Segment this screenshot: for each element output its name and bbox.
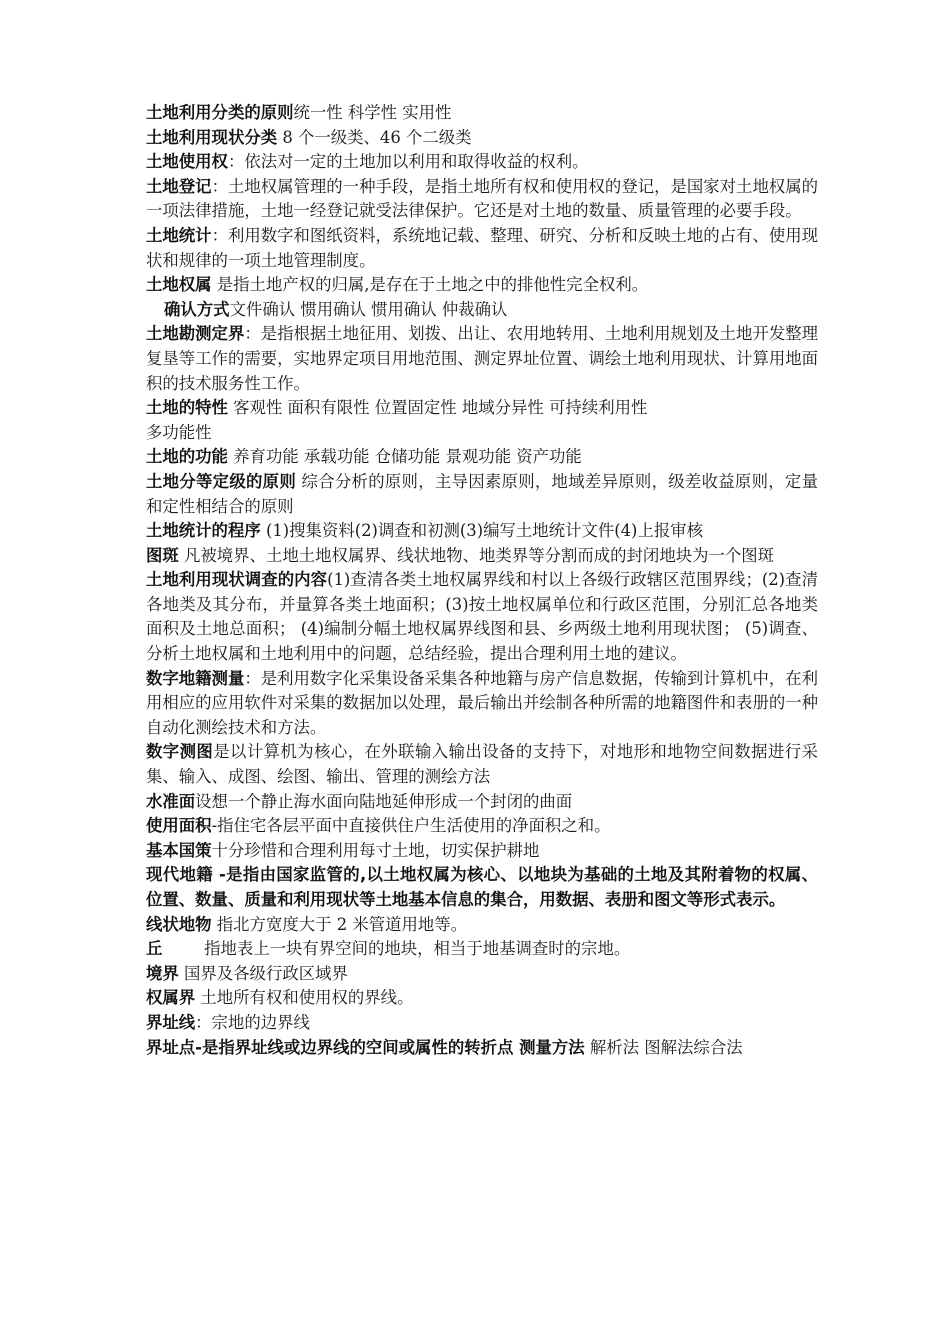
- entry-text: 指北方宽度大于 2 米管道用地等。: [211, 914, 468, 934]
- entry-map-patch: [146, 544, 818, 569]
- entry-digital-mapping: [146, 740, 818, 789]
- entry-term: 土地利用分类的原则: [146, 103, 294, 122]
- entry-land-functions: [146, 445, 818, 470]
- entry-text: ：依法对一定的土地加以利用和取得收益的权利。: [227, 152, 589, 172]
- entry-ownership-boundary: [146, 986, 818, 1011]
- entry-term: 确认方式: [164, 299, 230, 319]
- entry-land-use-right: [146, 150, 818, 175]
- entry-text: (1)搜集资料(2)调查和初测(3)编写土地统计文件(4)上报审核: [260, 521, 704, 541]
- entry-text: 指地表上一块有界空间的地块，相当于地基调查时的宗地。: [162, 939, 631, 959]
- entry-usable-area: [146, 814, 818, 839]
- entry-term: 土地权属: [146, 275, 212, 295]
- entry-term: 数字测图: [146, 742, 214, 762]
- entry-text: 统一性 科学性 实用性: [293, 103, 452, 122]
- entry-boundary-line: [146, 1011, 818, 1036]
- entry-basic-national-policy: [146, 839, 818, 864]
- entry-land-characteristics-continued: [146, 421, 818, 446]
- entry-term: 土地勘测定界: [146, 324, 245, 344]
- entry-term: 土地的功能: [146, 447, 228, 467]
- entry-text: 文件确认 惯用确认 惯用确认 仲裁确认: [229, 299, 508, 319]
- entry-term: 土地登记: [146, 176, 212, 196]
- entry-land-use-classification-principle: [146, 101, 818, 126]
- entry-term: 丘: [146, 939, 163, 959]
- entry-text: 8 个一级类、46 个二级类: [277, 127, 472, 147]
- entry-text: 土地所有权和使用权的界线。: [195, 988, 414, 1008]
- entry-term: 水准面: [146, 791, 196, 811]
- entry-term: 境界: [146, 963, 179, 983]
- document-page: [146, 101, 818, 1060]
- entry-term: 土地统计: [146, 225, 212, 245]
- entry-term: 图斑: [146, 545, 179, 565]
- entry-term: 使用面积: [146, 816, 212, 836]
- entry-term: 土地的特性: [146, 398, 228, 418]
- entry-land-survey-demarcation: [146, 322, 818, 396]
- entry-linear-features: [146, 913, 818, 938]
- entry-land-characteristics: [146, 396, 818, 421]
- entry-land-registration: [146, 175, 818, 224]
- entry-land-use-survey-content: [146, 568, 818, 666]
- entry-land-grading-principles: [146, 470, 818, 519]
- entry-text: (1)查清各类土地权属界线和村以上各级行政辖区范围界线；(2)查清各地类及其分布，并量算各类土地面积；(3)按土地权属单位和行政区范围，分别汇总各地类面积及土地总面积； (4)编制分幅土地权属界线图和县、乡两级土地利用现状图； (5)调查、分析土地权属和土地利用中的问题，总结经验，提出合理利用土地的建议。: [146, 570, 819, 664]
- entry-boundary: [146, 962, 818, 987]
- entry-text: 是指土地产权的归属,是存在于土地之中的排他性完全权利。: [211, 275, 649, 295]
- entry-boundary-point: [146, 1036, 818, 1061]
- entry-text: ：是利用数字化采集设备采集各种地籍与房产信息数据，传输到计算机中，在利用相应的应用软件对采集的数据加以处理，最后输出并绘制各种所需的地籍图件和表册的一种自动化测绘技术和方法。: [146, 668, 819, 737]
- entry-text: 客观性 面积有限性 位置固定性 地域分异性 可持续利用性: [227, 398, 648, 418]
- entry-level-surface: [146, 790, 818, 815]
- entry-parcel-qiu: [146, 937, 818, 962]
- entry-text: 设想一个静止海水面向陆地延伸形成一个封闭的曲面: [195, 791, 573, 811]
- entry-term: 界址线: [146, 1012, 196, 1032]
- entry-term: 土地分等定级的原则: [146, 471, 297, 491]
- entry-term: 土地利用现状调查的内容: [146, 570, 328, 590]
- entry-land-use-status-classification: [146, 126, 818, 151]
- entry-text: ：是指根据土地征用、划拨、出让、农用地转用、土地利用规划及土地开发整理复垦等工作的需要，实地界定项目用地范围、测定界址位置、调绘土地利用现状、计算用地面积的技术服务性工作。: [146, 324, 819, 393]
- entry-text: 凡被境界、土地土地权属界、线状地物、地类界等分割而成的封闭地块为一个图斑: [178, 545, 775, 565]
- entry-text: 十分珍惜和合理利用每寸土地，切实保护耕地: [211, 840, 540, 860]
- entry-land-ownership: [146, 273, 818, 298]
- entry-text: 综合分析的原则，主导因素原则，地域差异原则，级差收益原则，定量和定性相结合的原则: [146, 471, 818, 516]
- entry-term: 土地利用现状分类: [146, 127, 278, 147]
- entry-term: 数字地籍测量: [146, 668, 245, 688]
- entry-text: ：土地权属管理的一种手段，是指土地所有权和使用权的登记，是国家对土地权属的一项法律措施，土地一经登记就受法律保护。它还是对土地的数量、质量管理的必要手段。: [146, 176, 819, 221]
- entry-text: 解析法 图解法综合法: [584, 1037, 743, 1057]
- entry-text: 养育功能 承载功能 仓储功能 景观功能 资产功能: [227, 447, 582, 467]
- entry-term: 权属界: [146, 988, 196, 1008]
- entry-confirmation-methods: [146, 298, 818, 323]
- entry-modern-cadastre: [146, 863, 818, 912]
- entry-term: 土地统计的程序: [146, 521, 261, 541]
- entry-land-statistics: [146, 224, 818, 273]
- entry-term: 土地使用权: [146, 152, 228, 172]
- entry-land-statistics-procedure: [146, 519, 818, 544]
- entry-term: 基本国策: [146, 840, 212, 860]
- entry-text: 国界及各级行政区域界: [178, 963, 348, 983]
- entry-term: 界址点-是指界址线或边界线的空间或属性的转折点 测量方法: [146, 1037, 585, 1057]
- entry-term: 现代地籍 -是指由国家监管的,以土地权属为核心、以地块为基础的土地及其附着物的权属、位置、数量、质量和利用现状等土地基本信息的集合，用数据、表册和图文等形式表示。: [146, 865, 818, 909]
- entry-text: 多功能性: [146, 422, 212, 442]
- entry-text: -指住宅各层平面中直接供住户生活使用的净面积之和。: [211, 816, 611, 836]
- entry-text: ：利用数字和图纸资料，系统地记载、整理、研究、分析和反映土地的占有、使用现状和规律的一项土地管理制度。: [146, 225, 819, 270]
- entry-text: 是以计算机为核心，在外联输入输出设备的支持下，对地形和地物空间数据进行采集、输入、成图、绘图、输出、管理的测绘方法: [146, 742, 819, 787]
- entry-term: 线状地物: [146, 914, 212, 934]
- entry-digital-cadastral-survey: [146, 667, 818, 741]
- entry-text: ：宗地的边界线: [195, 1012, 310, 1032]
